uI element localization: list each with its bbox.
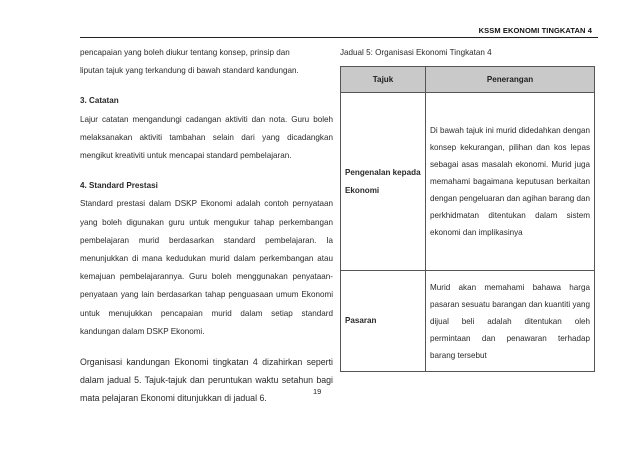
intro-line-1: pencapaian yang boleh diukur tentang konsep, prinsip dan xyxy=(80,48,290,57)
left-column xyxy=(80,44,333,408)
header-rule xyxy=(80,37,598,38)
section-4-heading: 4. Standard Prestasi xyxy=(80,181,158,191)
table-row xyxy=(341,93,595,271)
spacer xyxy=(80,80,333,92)
header-title: KSSM EKONOMI TINGKATAN 4 xyxy=(478,26,592,35)
closing-paragraph: Organisasi kandungan Ekonomi tingkatan 4 dizahirkan seperti dalam jadual 5. Tajuk-tajuk dan peruntukan waktu setahun bagi mata pelajaran Ekonomi ditunjukkan di jadual 6. xyxy=(80,357,333,404)
cell-tajuk: Pengenalan kepada Ekonomi xyxy=(341,93,426,271)
section-3-heading: 3. Catatan xyxy=(80,96,119,106)
column-header-tajuk: Tajuk xyxy=(341,67,426,93)
table-row xyxy=(341,271,595,372)
page-header xyxy=(0,0,638,50)
table-header-row xyxy=(341,67,595,93)
spacer xyxy=(80,341,333,353)
section-4-text: Standard prestasi dalam DSKP Ekonomi adalah contoh pernyataan yang boleh digunakan guru untuk mengukur tahap perkembangan pembelajaran murid berdasarkan standard pembelajaran. Ia menunjukkan di mana kedudukan murid dalam perkembangan atau kemajuan pembelajarannya. Guru boleh menggunakan penyataan-penyataan yang lain berdasarkan tahap penguasaan umum Ekonomi untuk menujukkan pencapaian murid dalam setiap standard kandungan dalam DSKP Ekonomi. xyxy=(80,199,333,336)
section-3-text: Lajur catatan mengandungi cadangan aktiviti dan nota. Guru boleh melaksanakan aktiviti tambahan selain dari yang dicadangkan mengikut kreativiti untuk mencapai standard pembelajaran. xyxy=(80,114,333,161)
cell-tajuk: Pasaran xyxy=(341,271,426,372)
intro-line-2: liputan tajuk yang terkandung di bawah standard kandungan. xyxy=(80,66,299,76)
column-header-penerangan: Penerangan xyxy=(426,67,595,93)
spacer xyxy=(80,165,333,177)
page-number: 19 xyxy=(313,387,322,396)
organisation-table xyxy=(340,66,595,372)
table-caption: Jadual 5: Organisasi Ekonomi Tingkatan 4 xyxy=(340,48,492,57)
cell-penerangan: Di bawah tajuk ini murid didedahkan dengan konsep kekurangan, pilihan dan kos lepas sebagai asas masalah ekonomi. Murid juga memahami bagaimana keputusan berkaitan dengan pengeluaran dan agihan barang dan perkhidmatan ditentukan dalam sistem ekonomi dan implikasinya xyxy=(426,93,595,271)
cell-penerangan: Murid akan memahami bahawa harga pasaran sesuatu barangan dan kuantiti yang dijual beli adalah ditentukan oleh permintaan dan penawaran terhadap barang tersebut xyxy=(426,271,595,372)
right-column xyxy=(340,44,595,360)
